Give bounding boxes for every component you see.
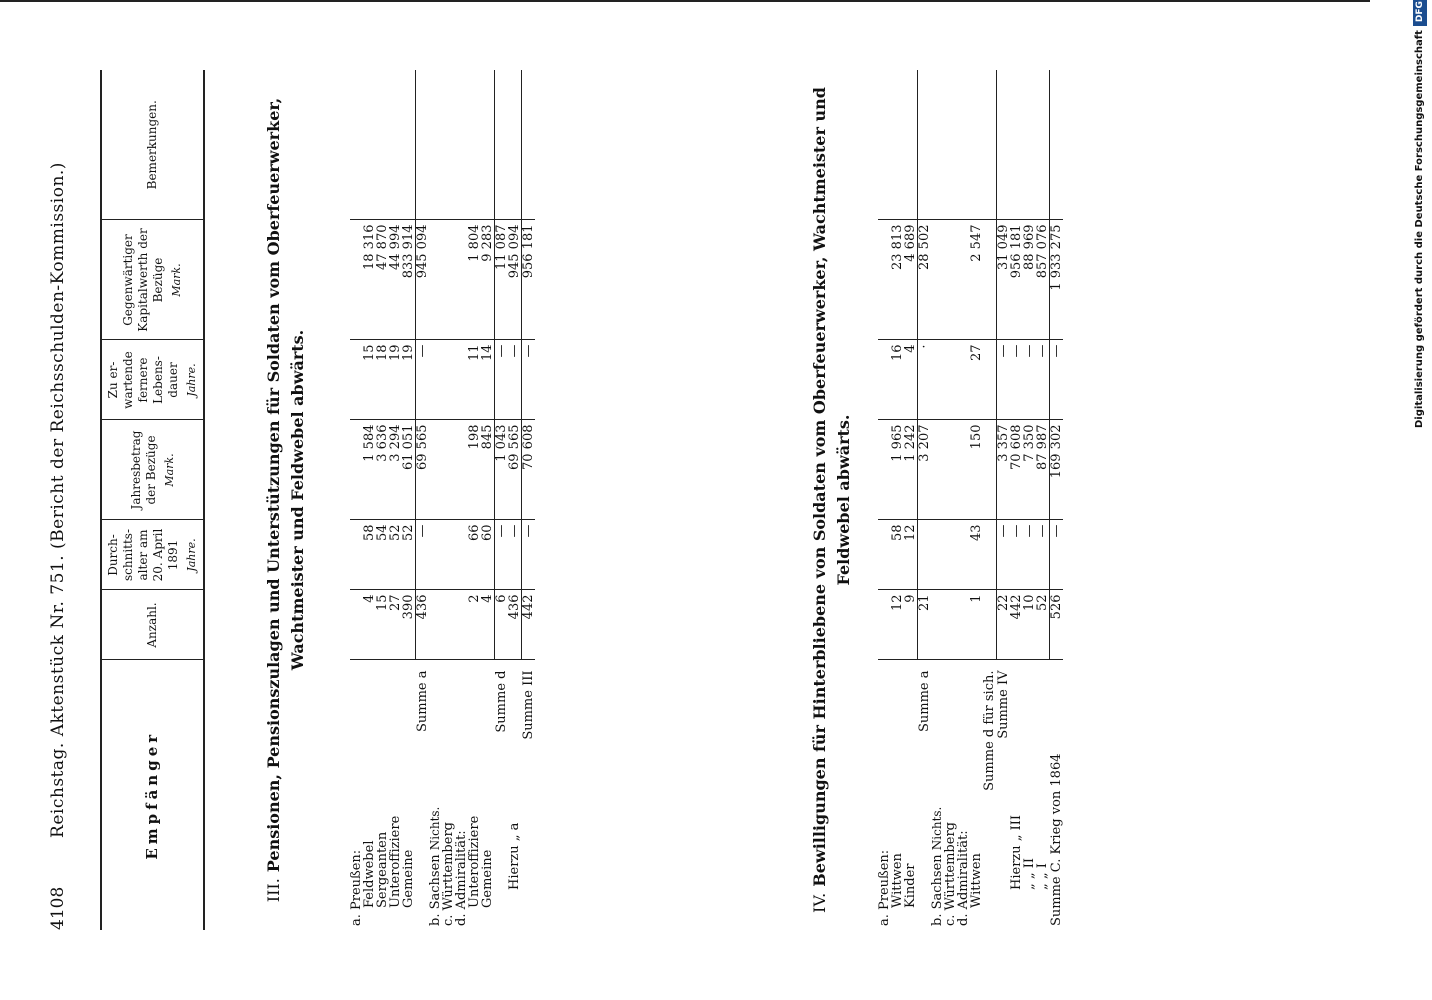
cell-age: 52 <box>389 520 402 590</box>
cell-life: — <box>1010 340 1023 420</box>
cell-life: — <box>522 340 536 420</box>
cell-capital: 4 689 <box>904 220 918 340</box>
cell-annual: 3 636 <box>376 420 389 520</box>
running-header <box>40 70 74 930</box>
dfg-logo: DFG <box>1413 0 1427 26</box>
cell-life: 27 <box>970 340 983 420</box>
col-life-unit: Jahre. <box>185 363 198 397</box>
section-4-table <box>878 70 1063 930</box>
cell-age: 54 <box>376 520 389 590</box>
col-life <box>101 340 204 420</box>
cell-capital <box>429 220 442 340</box>
cell-life: — <box>997 340 1011 420</box>
table-row <box>957 70 970 930</box>
cell-life: 18 <box>376 340 389 420</box>
cell-capital: 833 914 <box>402 220 416 340</box>
table-row <box>983 70 997 930</box>
table-row <box>416 70 430 930</box>
cell-remarks <box>931 70 944 220</box>
cell-life: — <box>1023 340 1036 420</box>
cell-annual: 169 302 <box>1050 420 1064 520</box>
cell-annual <box>983 420 997 520</box>
cell-age <box>429 520 442 590</box>
cell-count: 1 <box>970 590 983 660</box>
cell-annual: 198 <box>468 420 481 520</box>
cell-count: 436 <box>416 590 430 660</box>
cell-remarks <box>481 70 495 220</box>
cell-age <box>442 520 455 590</box>
row-label: Gemeine <box>480 849 496 908</box>
table-row <box>1050 70 1064 930</box>
cell-remarks <box>970 70 983 220</box>
cell-annual: 69 565 <box>416 420 430 520</box>
cell-remarks <box>1010 70 1023 220</box>
table-row <box>1010 70 1023 930</box>
row-label: Sergeanten <box>375 831 390 908</box>
cell-remarks <box>495 70 509 220</box>
row-label: a. Preußen: <box>349 849 364 926</box>
cell-remarks <box>891 70 904 220</box>
row-label: „ „ II <box>1022 857 1037 890</box>
cell-life: 11 <box>468 340 481 420</box>
cell-remarks <box>442 70 455 220</box>
row-label: Summe d für sich. <box>982 670 998 791</box>
table-row <box>389 70 402 930</box>
cell-remarks <box>997 70 1011 220</box>
col-capital-label: Gegenwärtiger Kapitalwerth der Bezüge <box>121 228 165 332</box>
cell-remarks <box>878 70 891 220</box>
cell-remarks <box>416 70 430 220</box>
cell-age: 66 <box>468 520 481 590</box>
table-row <box>429 70 442 930</box>
cell-annual: 3 207 <box>918 420 932 520</box>
cell-annual: 70 608 <box>522 420 536 520</box>
cell-count <box>442 590 455 660</box>
cell-age: — <box>997 520 1011 590</box>
table-row <box>970 70 983 930</box>
row-label: a. Preußen: <box>877 849 892 926</box>
cell-capital: 44 994 <box>389 220 402 340</box>
section-3-table <box>350 70 535 930</box>
cell-age: — <box>1036 520 1050 590</box>
section-3-title-text: Pensionen, Pensionszulagen und Unterstützungen für Soldaten vom Oberfeuerwerker, Wachtmeister und Feldwebel abwärts. <box>264 97 307 873</box>
cell-life: 4 <box>904 340 918 420</box>
cell-remarks <box>402 70 416 220</box>
cell-annual <box>931 420 944 520</box>
cell-remarks <box>1050 70 1064 220</box>
cell-count <box>983 590 997 660</box>
row-label: Wittwen <box>969 853 984 908</box>
digitization-watermark <box>1410 1 1430 428</box>
cell-life: 15 <box>363 340 376 420</box>
cell-capital <box>442 220 455 340</box>
table-row <box>944 70 957 930</box>
cell-remarks <box>957 70 970 220</box>
cell-life <box>442 340 455 420</box>
cell-annual: 1 043 <box>495 420 509 520</box>
col-annual-label: Jahresbetrag der Bezüge <box>128 430 158 510</box>
row-label: Kinder <box>903 863 919 908</box>
cell-capital: 956 181 <box>522 220 536 340</box>
cell-life: — <box>508 340 522 420</box>
table-row <box>997 70 1011 930</box>
cell-count: 4 <box>481 590 495 660</box>
watermark-text: Digitalisierung gefördert durch die Deutsche Forschungsgemeinschaft <box>1414 30 1425 428</box>
section-4-title <box>808 70 856 930</box>
cell-annual: 1 584 <box>363 420 376 520</box>
cell-count: 12 <box>891 590 904 660</box>
cell-count <box>944 590 957 660</box>
cell-age: — <box>522 520 536 590</box>
cell-capital <box>983 220 997 340</box>
cell-count: 2 <box>468 590 481 660</box>
cell-life <box>983 340 997 420</box>
cell-remarks <box>904 70 918 220</box>
cell-life: — <box>1036 340 1050 420</box>
cell-remarks <box>1036 70 1050 220</box>
cell-capital <box>931 220 944 340</box>
cell-life: 14 <box>481 340 495 420</box>
cell-age: — <box>495 520 509 590</box>
cell-age: 43 <box>970 520 983 590</box>
table-row <box>495 70 509 930</box>
cell-count: 390 <box>402 590 416 660</box>
cell-age: 58 <box>363 520 376 590</box>
cell-capital: 31 049 <box>997 220 1011 340</box>
col-avg-age <box>101 520 204 590</box>
cell-life: 19 <box>389 340 402 420</box>
table-row <box>455 70 468 930</box>
table-row <box>402 70 416 930</box>
row-label: Wittwen <box>890 853 905 908</box>
cell-age <box>918 520 932 590</box>
cell-annual: 3 357 <box>997 420 1011 520</box>
row-label: „ „ I <box>1035 863 1051 890</box>
section-3-title <box>262 70 310 930</box>
cell-capital: 23 813 <box>891 220 904 340</box>
cell-annual: 7 350 <box>1023 420 1036 520</box>
cell-count: 21 <box>918 590 932 660</box>
section-4-title-text: Bewilligungen für Hinterbliebene von Soldaten vom Oberfeuerwerker, Wachtmeister und Feldwebel abwärts. <box>810 87 853 887</box>
cell-remarks <box>429 70 442 220</box>
cell-life: — <box>416 340 430 420</box>
col-capital <box>101 220 204 340</box>
cell-age: 58 <box>891 520 904 590</box>
row-label: d. Admiralität: <box>956 830 971 926</box>
cell-count: 22 <box>997 590 1011 660</box>
cell-remarks <box>508 70 522 220</box>
table-row <box>904 70 918 930</box>
cell-remarks <box>522 70 536 220</box>
cell-count: 6 <box>495 590 509 660</box>
row-label: c. Württemberg <box>943 822 958 926</box>
cell-annual: 69 565 <box>508 420 522 520</box>
cell-count: 15 <box>376 590 389 660</box>
table-row <box>363 70 376 930</box>
col-annual <box>101 420 204 520</box>
table-row <box>350 70 363 930</box>
col-remarks: Bemerkungen. <box>101 70 204 220</box>
cell-count: 27 <box>389 590 402 660</box>
cell-annual: 61 051 <box>402 420 416 520</box>
cell-life <box>931 340 944 420</box>
watermark-inner <box>1410 1 1430 428</box>
cell-annual: 1 965 <box>891 420 904 520</box>
table-row <box>481 70 495 930</box>
table-row <box>508 70 522 930</box>
cell-annual: 1 242 <box>904 420 918 520</box>
row-label: Gemeine <box>401 849 417 908</box>
row-label: Feldwebel <box>362 840 377 908</box>
cell-age: — <box>1050 520 1064 590</box>
cell-annual: 87 987 <box>1036 420 1050 520</box>
row-label: Summe III <box>520 670 536 740</box>
cell-remarks <box>363 70 376 220</box>
cell-age: 12 <box>904 520 918 590</box>
table-row <box>878 70 891 930</box>
table-row <box>468 70 481 930</box>
row-label: d. Admiralität: <box>454 830 469 926</box>
cell-capital: 28 502 <box>918 220 932 340</box>
row-label: Summe a <box>414 670 430 733</box>
cell-remarks <box>350 70 363 220</box>
cell-age: — <box>416 520 430 590</box>
cell-capital: 88 969 <box>1023 220 1036 340</box>
cell-remarks <box>376 70 389 220</box>
col-count: Anzahl. <box>101 590 204 660</box>
col-annual-unit: Mark. <box>162 453 176 487</box>
cell-capital: 11 087 <box>495 220 509 340</box>
row-label: Summe a <box>916 670 932 733</box>
cell-count: 442 <box>1010 590 1023 660</box>
note-nichts: Nichts. <box>428 806 442 851</box>
cell-count: 9 <box>904 590 918 660</box>
row-label: Summe IV <box>995 670 1011 739</box>
row-label: Summe d <box>493 670 509 733</box>
cell-life: — <box>1050 340 1064 420</box>
cell-age <box>983 520 997 590</box>
cell-capital: 18 316 <box>363 220 376 340</box>
row-label: Unteroffiziere <box>467 815 482 908</box>
cell-life <box>429 340 442 420</box>
cell-annual <box>429 420 442 520</box>
note-nichts: Nichts. <box>930 806 944 851</box>
cell-capital: 857 076 <box>1036 220 1050 340</box>
cell-age <box>931 520 944 590</box>
cell-age: — <box>1010 520 1023 590</box>
row-label: Hierzu „ III <box>1009 814 1024 890</box>
cell-count: 52 <box>1036 590 1050 660</box>
cell-count: 442 <box>522 590 536 660</box>
cell-life: 16 <box>891 340 904 420</box>
cell-capital: 1 804 <box>468 220 481 340</box>
cell-age <box>944 520 957 590</box>
cell-age: — <box>508 520 522 590</box>
row-label: b. Sachsen <box>930 854 945 926</box>
cell-remarks <box>944 70 957 220</box>
cell-capital: 956 181 <box>1010 220 1023 340</box>
cell-annual: 150 <box>970 420 983 520</box>
cell-life: · <box>918 340 932 420</box>
table-row <box>442 70 455 930</box>
page-number: 4108 <box>48 886 68 930</box>
row-label: c. Württemberg <box>441 822 456 926</box>
cell-count: 526 <box>1050 590 1064 660</box>
cell-count <box>429 590 442 660</box>
table-row <box>376 70 389 930</box>
cell-count: 436 <box>508 590 522 660</box>
col-recipient: Empfänger <box>101 660 204 930</box>
col-avg-age-label: Durch-schnitts-alter am 20. April 1891 <box>106 528 180 582</box>
cell-annual <box>944 420 957 520</box>
row-label: b. Sachsen <box>428 854 443 926</box>
cell-count: 4 <box>363 590 376 660</box>
table-row <box>1023 70 1036 930</box>
cell-capital <box>944 220 957 340</box>
running-title: Reichstag. Aktenstück Nr. 751. (Bericht der Reichsschulden-Kommission.) <box>48 162 68 838</box>
table-row <box>891 70 904 930</box>
table-row <box>918 70 932 930</box>
cell-remarks <box>1023 70 1036 220</box>
cell-remarks <box>983 70 997 220</box>
cell-remarks <box>455 70 468 220</box>
cell-age: 52 <box>402 520 416 590</box>
cell-annual <box>442 420 455 520</box>
row-label: Summe C. Krieg von 1864 <box>1048 753 1064 926</box>
cell-annual: 70 608 <box>1010 420 1023 520</box>
cell-capital: 945 094 <box>416 220 430 340</box>
cell-capital: 1 933 275 <box>1050 220 1064 340</box>
col-life-label: Zu er-wartende fernere Lebens-dauer <box>106 351 180 409</box>
cell-capital: 945 094 <box>508 220 522 340</box>
cell-capital: 2 547 <box>970 220 983 340</box>
table-row <box>1036 70 1050 930</box>
col-capital-unit: Mark. <box>170 263 183 297</box>
cell-age: 60 <box>481 520 495 590</box>
row-label: Unteroffiziere <box>388 815 403 908</box>
cell-life <box>944 340 957 420</box>
cell-remarks <box>468 70 481 220</box>
cell-capital: 47 870 <box>376 220 389 340</box>
cell-remarks <box>918 70 932 220</box>
cell-remarks <box>389 70 402 220</box>
cell-annual: 3 294 <box>389 420 402 520</box>
cell-count <box>931 590 944 660</box>
cell-count: 10 <box>1023 590 1036 660</box>
table-row <box>931 70 944 930</box>
table-row <box>522 70 536 930</box>
section-3-number: III. <box>264 878 283 903</box>
cell-life: — <box>495 340 509 420</box>
row-label: Hierzu „ a <box>507 822 523 890</box>
cell-age: — <box>1023 520 1036 590</box>
cell-life: 19 <box>402 340 416 420</box>
col-avg-age-unit: Jahre. <box>185 538 198 572</box>
section-4-number: IV. <box>810 892 829 913</box>
cell-annual: 845 <box>481 420 495 520</box>
cell-capital: 9 283 <box>481 220 495 340</box>
column-header-table <box>100 70 205 930</box>
